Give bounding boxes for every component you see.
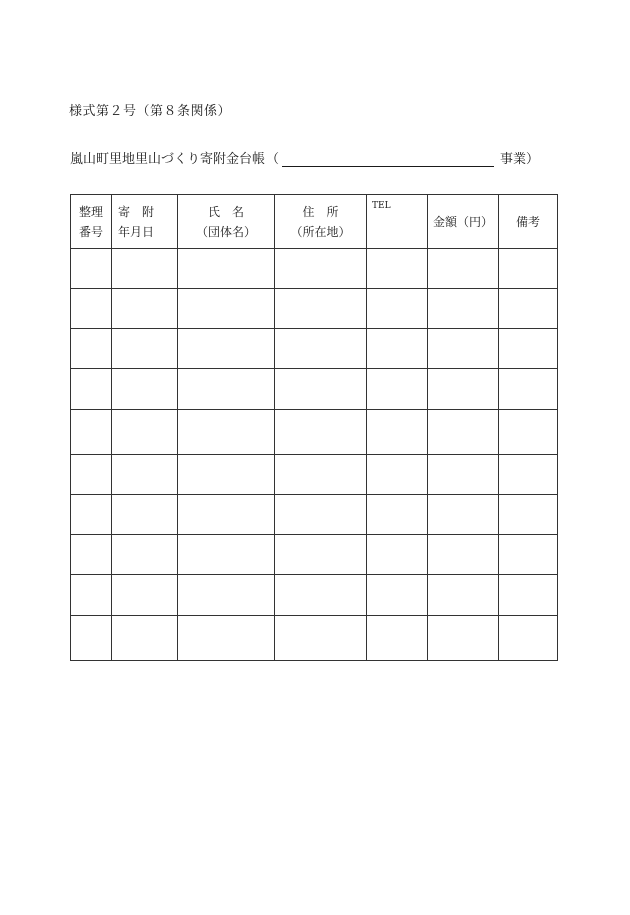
header-address-line1: 住 所 xyxy=(302,204,339,219)
table-row xyxy=(71,249,558,289)
cell-amount[interactable] xyxy=(428,410,499,455)
header-tel: TEL xyxy=(367,195,428,249)
cell-donation-date[interactable] xyxy=(112,575,178,616)
cell-address[interactable] xyxy=(275,249,367,289)
cell-remarks[interactable] xyxy=(499,249,558,289)
cell-remarks[interactable] xyxy=(499,455,558,495)
cell-serial-number[interactable] xyxy=(71,535,112,575)
cell-serial-number[interactable] xyxy=(71,575,112,616)
table-row xyxy=(71,575,558,616)
header-donation-date-line1: 寄 附 xyxy=(118,204,155,219)
header-serial-number xyxy=(71,195,112,249)
header-serial-number-line2: 番号 xyxy=(78,224,103,239)
cell-remarks[interactable] xyxy=(499,495,558,535)
header-amount: 金額（円） xyxy=(428,195,499,249)
cell-tel[interactable] xyxy=(367,495,428,535)
cell-tel[interactable] xyxy=(367,369,428,410)
cell-remarks[interactable] xyxy=(499,289,558,329)
cell-remarks[interactable] xyxy=(499,535,558,575)
header-name-line1: 氏 名 xyxy=(207,204,244,219)
ledger-title-text: 嵐山町里地里山づくり寄附金台帳 xyxy=(70,152,266,167)
cell-tel[interactable] xyxy=(367,289,428,329)
table-row xyxy=(71,289,558,329)
ledger-title-suffix: 事業） xyxy=(500,152,540,167)
cell-tel[interactable] xyxy=(367,329,428,369)
cell-address[interactable] xyxy=(275,575,367,616)
cell-amount[interactable] xyxy=(428,369,499,410)
cell-amount[interactable] xyxy=(428,455,499,495)
donation-ledger-table xyxy=(70,194,558,661)
cell-name[interactable] xyxy=(178,410,275,455)
cell-serial-number[interactable] xyxy=(71,616,112,661)
cell-name[interactable] xyxy=(178,495,275,535)
table-row xyxy=(71,329,558,369)
cell-tel[interactable] xyxy=(367,249,428,289)
table-row xyxy=(71,616,558,661)
cell-name[interactable] xyxy=(178,249,275,289)
cell-amount[interactable] xyxy=(428,329,499,369)
cell-donation-date[interactable] xyxy=(112,410,178,455)
cell-amount[interactable] xyxy=(428,535,499,575)
form-number: 様式第２号（第８条関係） xyxy=(69,104,232,119)
cell-remarks[interactable] xyxy=(499,616,558,661)
table-row xyxy=(71,410,558,455)
ledger-title xyxy=(70,148,539,167)
table-row xyxy=(71,369,558,410)
cell-tel[interactable] xyxy=(367,455,428,495)
cell-serial-number[interactable] xyxy=(71,329,112,369)
cell-address[interactable] xyxy=(275,289,367,329)
cell-name[interactable] xyxy=(178,289,275,329)
cell-serial-number[interactable] xyxy=(71,455,112,495)
cell-donation-date[interactable] xyxy=(112,249,178,289)
cell-donation-date[interactable] xyxy=(112,495,178,535)
cell-address[interactable] xyxy=(275,495,367,535)
project-name-field[interactable] xyxy=(282,151,494,167)
header-donation-date-line2: 年月日 xyxy=(118,224,155,239)
header-donation-date xyxy=(112,195,178,249)
cell-serial-number[interactable] xyxy=(71,410,112,455)
header-address-line2: （所在地） xyxy=(290,224,351,239)
cell-serial-number[interactable] xyxy=(71,249,112,289)
cell-address[interactable] xyxy=(275,369,367,410)
header-name-line2: （団体名） xyxy=(195,224,256,239)
cell-donation-date[interactable] xyxy=(112,455,178,495)
cell-name[interactable] xyxy=(178,575,275,616)
cell-address[interactable] xyxy=(275,455,367,495)
cell-name[interactable] xyxy=(178,455,275,495)
table-header-row xyxy=(71,195,558,249)
cell-tel[interactable] xyxy=(367,535,428,575)
cell-donation-date[interactable] xyxy=(112,535,178,575)
cell-remarks[interactable] xyxy=(499,410,558,455)
cell-name[interactable] xyxy=(178,535,275,575)
cell-amount[interactable] xyxy=(428,289,499,329)
table-row xyxy=(71,455,558,495)
cell-tel[interactable] xyxy=(367,575,428,616)
header-name xyxy=(178,195,275,249)
cell-name[interactable] xyxy=(178,616,275,661)
header-serial-number-line1: 整理 xyxy=(78,204,103,219)
cell-address[interactable] xyxy=(275,535,367,575)
table-row xyxy=(71,535,558,575)
cell-tel[interactable] xyxy=(367,616,428,661)
cell-donation-date[interactable] xyxy=(112,616,178,661)
cell-address[interactable] xyxy=(275,410,367,455)
table-body xyxy=(71,249,558,661)
cell-name[interactable] xyxy=(178,369,275,410)
cell-amount[interactable] xyxy=(428,616,499,661)
cell-amount[interactable] xyxy=(428,249,499,289)
ledger-title-open-paren: （ xyxy=(266,152,280,167)
header-address xyxy=(275,195,367,249)
cell-tel[interactable] xyxy=(367,410,428,455)
cell-remarks[interactable] xyxy=(499,575,558,616)
header-remarks: 備考 xyxy=(499,195,558,249)
cell-address[interactable] xyxy=(275,616,367,661)
cell-donation-date[interactable] xyxy=(112,369,178,410)
cell-amount[interactable] xyxy=(428,495,499,535)
cell-address[interactable] xyxy=(275,329,367,369)
cell-amount[interactable] xyxy=(428,575,499,616)
cell-serial-number[interactable] xyxy=(71,369,112,410)
cell-donation-date[interactable] xyxy=(112,289,178,329)
cell-remarks[interactable] xyxy=(499,329,558,369)
cell-serial-number[interactable] xyxy=(71,495,112,535)
cell-name[interactable] xyxy=(178,329,275,369)
cell-serial-number[interactable] xyxy=(71,289,112,329)
table-row xyxy=(71,495,558,535)
cell-donation-date[interactable] xyxy=(112,329,178,369)
cell-remarks[interactable] xyxy=(499,369,558,410)
